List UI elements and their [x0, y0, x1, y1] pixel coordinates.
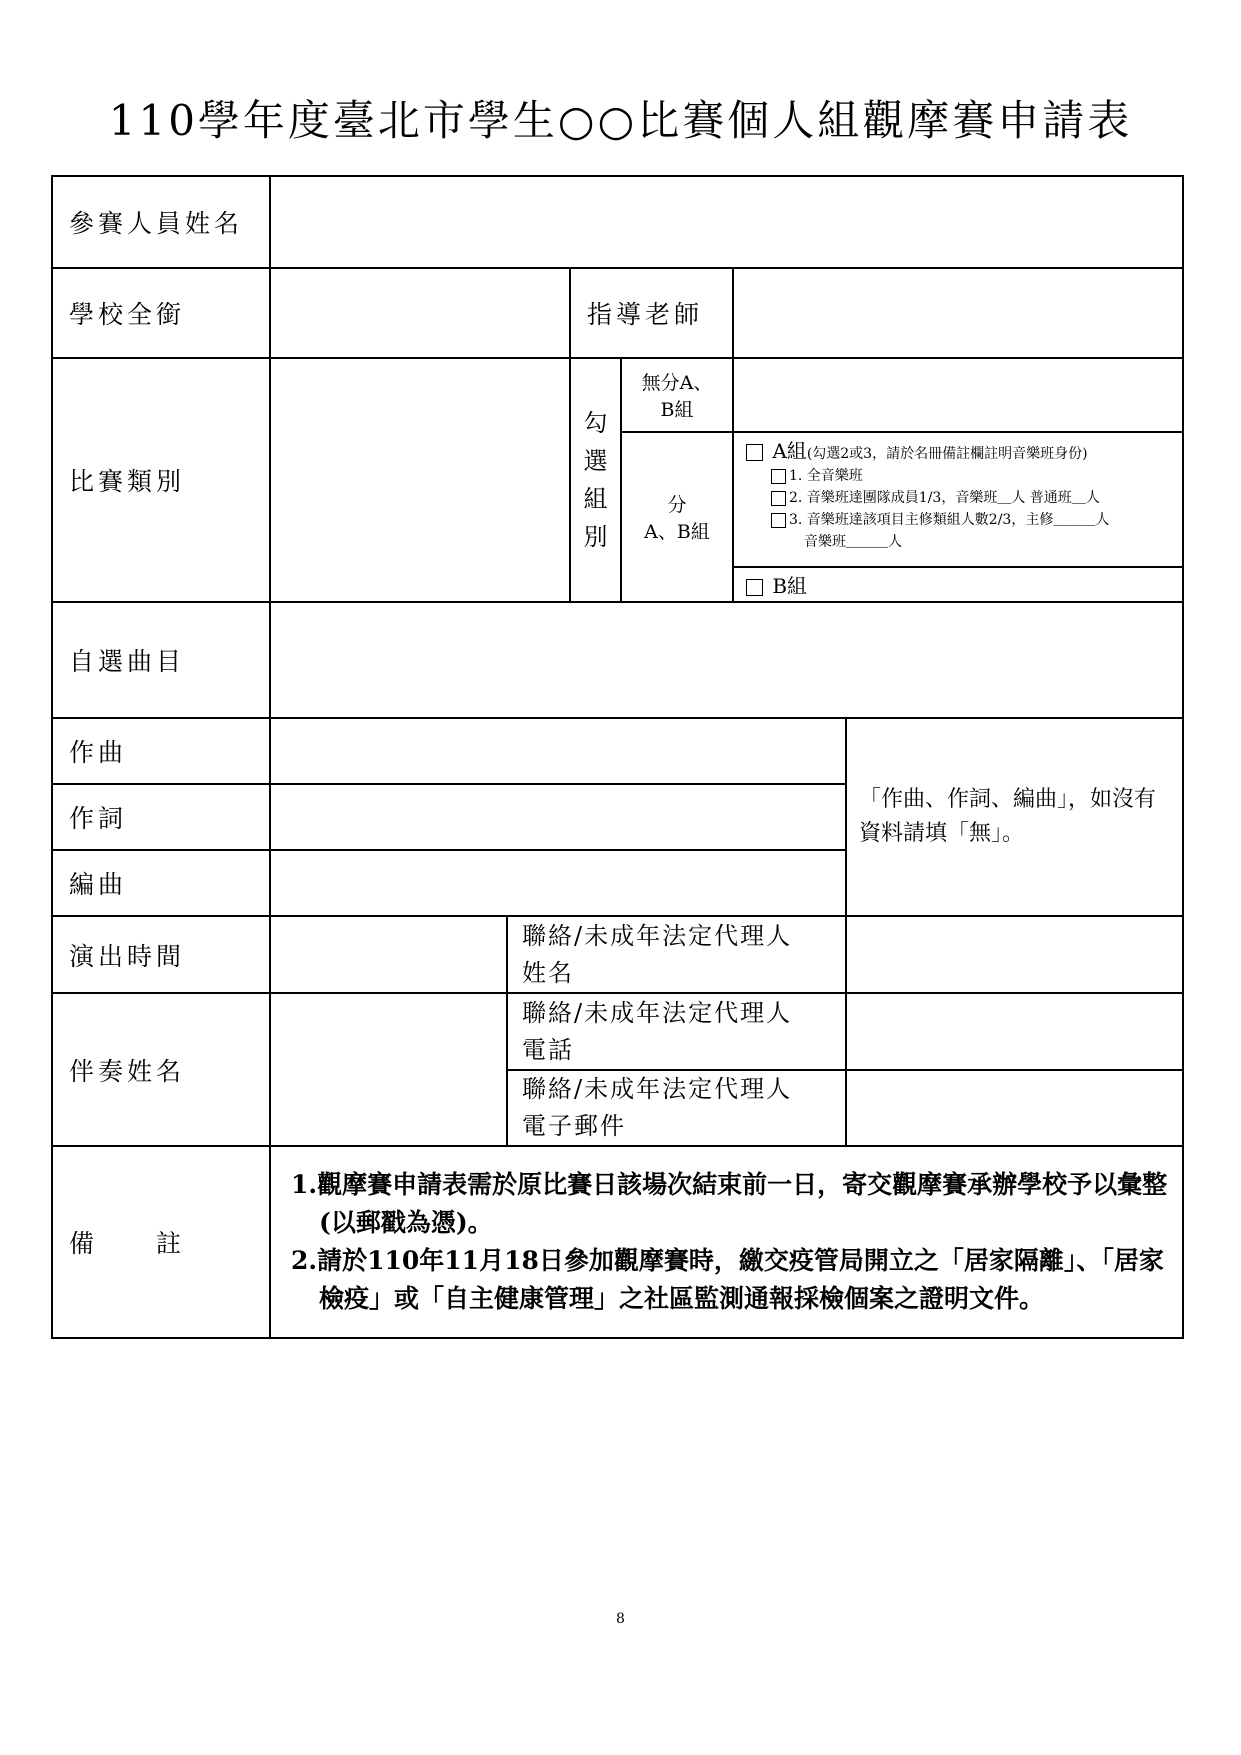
- credits-note: 「作曲、作詞、編曲」，如沒有資料請填「無」。: [846, 718, 1183, 916]
- page-number: 8: [616, 1611, 625, 1627]
- arranger-field[interactable]: [270, 850, 846, 916]
- arranger-label: 編曲: [52, 850, 270, 916]
- lyricist-label: 作詞: [52, 784, 270, 850]
- remarks-item-2: 2.請於110年11月18日參加觀摩賽時，繳交疫管局開立之「居家隔離」、「居家檢疫」或「自主健康管理」之社區監測通報採檢個案之證明文件。: [291, 1246, 1164, 1313]
- category-field[interactable]: [270, 358, 570, 602]
- check-group-label: 勾 選 組 別: [570, 358, 621, 602]
- accompanist-label: 伴奏姓名: [52, 993, 270, 1146]
- no-ab-group-label: 無分A、 B組: [621, 358, 733, 432]
- song-label: 自選曲目: [52, 602, 270, 718]
- option-2-checkbox[interactable]: [771, 491, 786, 506]
- group-a-option-2: 2. 音樂班達團隊成員1/3，音樂班＿人 普通班＿人: [746, 487, 1182, 509]
- song-field[interactable]: [270, 602, 1183, 718]
- guardian-email-label: 聯絡/未成年法定代理人 電子郵件: [507, 1070, 846, 1146]
- group-a-checkbox[interactable]: [746, 444, 763, 461]
- guardian-phone-label: 聯絡/未成年法定代理人 電話: [507, 993, 846, 1070]
- participant-name-field[interactable]: [270, 176, 1183, 268]
- guardian-email-field[interactable]: [846, 1070, 1183, 1146]
- group-a-option-3-cont: 音樂班＿＿＿人: [804, 534, 902, 550]
- no-ab-group-field[interactable]: [733, 358, 1183, 432]
- duration-field[interactable]: [270, 916, 507, 993]
- group-b-option: [733, 567, 1183, 602]
- option-1-checkbox[interactable]: [771, 469, 786, 484]
- form-title: 110學年度臺北市學生○○比賽個人組觀摩賽申請表: [108, 96, 1133, 145]
- remarks-label: 備 註: [52, 1146, 270, 1338]
- remarks-content: [270, 1146, 1183, 1338]
- group-a-option: [733, 432, 1183, 567]
- group-a-option-3: 3. 音樂班達該項目主修類組人數2/3，主修＿＿＿人: [746, 509, 1182, 531]
- composer-label: 作曲: [52, 718, 270, 784]
- guardian-name-label: 聯絡/未成年法定代理人 姓名: [507, 916, 846, 993]
- category-label: 比賽類別: [52, 358, 270, 602]
- composer-field[interactable]: [270, 718, 846, 784]
- teacher-field[interactable]: [733, 268, 1183, 358]
- school-label: 學校全銜: [52, 268, 270, 358]
- group-a-option-1: 1. 全音樂班: [746, 465, 1182, 487]
- participant-name-label: 參賽人員姓名: [52, 176, 270, 268]
- application-form-table: [51, 175, 1184, 1339]
- duration-label: 演出時間: [52, 916, 270, 993]
- group-b-checkbox[interactable]: [746, 579, 763, 596]
- guardian-phone-field[interactable]: [846, 993, 1183, 1070]
- teacher-label: 指導老師: [570, 268, 733, 358]
- option-3-checkbox[interactable]: [771, 513, 786, 528]
- group-a-label: A組: [772, 439, 807, 463]
- split-ab-group-label: 分 A、B組: [621, 432, 733, 602]
- school-field[interactable]: [270, 268, 570, 358]
- guardian-name-field[interactable]: [846, 916, 1183, 993]
- group-b-label: B組: [772, 574, 808, 598]
- remarks-item-1: 1.觀摩賽申請表需於原比賽日該場次結束前一日，寄交觀摩賽承辦學校予以彙整(以郵戳為憑)。: [291, 1170, 1168, 1237]
- lyricist-field[interactable]: [270, 784, 846, 850]
- group-a-note: (勾選2或3，請於名冊備註欄註明音樂班身份): [806, 446, 1088, 462]
- accompanist-field[interactable]: [270, 993, 507, 1146]
